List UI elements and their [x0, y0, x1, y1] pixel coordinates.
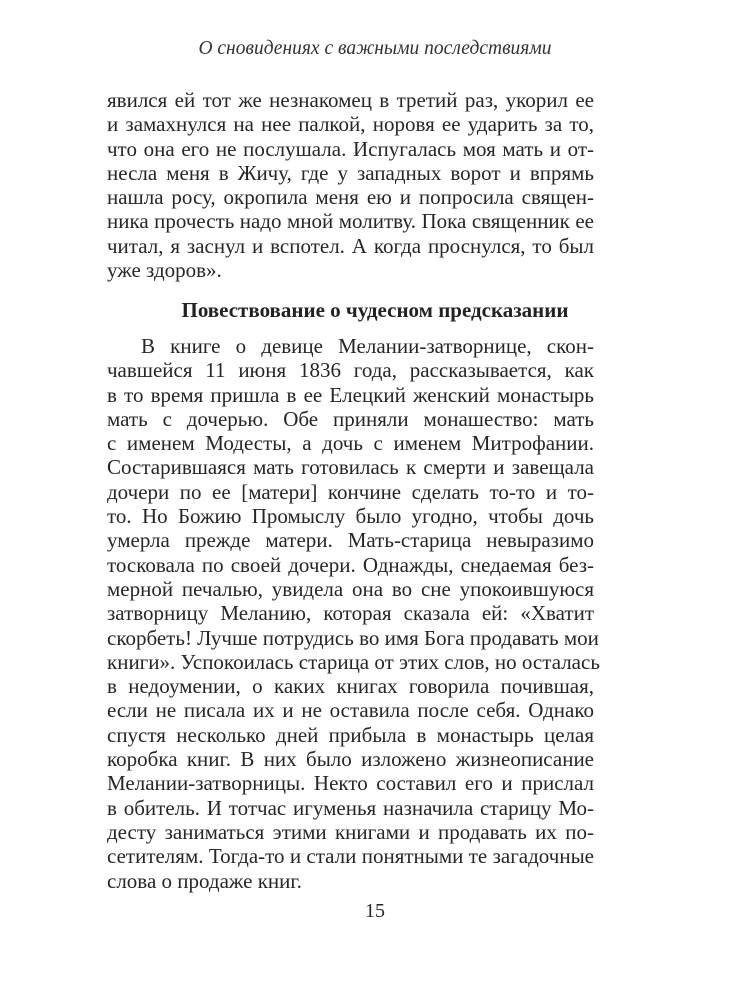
text-line: ника прочесть надо мной молитву. Пока священник ее: [107, 209, 594, 234]
section-heading: Повествование о чудесном предсказании: [181, 298, 569, 322]
text-line: мать с дочерью. Обе приняли монашество: мать: [107, 406, 594, 431]
text-line: скорбеть! Лучше потрудись во имя Бога продавать мои: [107, 625, 599, 650]
text-line: мерной печалью, увидела она во сне упокоившуюся: [107, 576, 594, 601]
text-line: нашла росу, окропила меня ею и попросила священ-: [107, 185, 594, 210]
text-line: умерла прежде матери. Мать-старица невыразимо: [107, 528, 594, 553]
text-line: если не писала их и не оставила после себя. Однако: [107, 698, 594, 723]
text-line: спустя несколько дней прибыла в монастырь целая: [107, 722, 594, 747]
text-line: В книге о девице Мелании-затворнице, скон-: [141, 334, 594, 358]
text-line: то. Но Божию Промыслу было угодно, чтобы дочь: [107, 504, 594, 529]
text-line: что она его не послушала. Испугалась моя мать и от-: [107, 136, 594, 161]
text-line: книги». Успокоилась старица от этих слов, но осталась: [107, 649, 600, 674]
text-line: несла меня в Жичу, где у западных ворот и впрямь: [107, 160, 594, 185]
paragraph-continuation: [107, 88, 594, 282]
text-line: затворницу Меланию, которая сказала ей: «Хватит: [107, 601, 594, 626]
text-line: десту заниматься этими книгами и продавать их по-: [107, 819, 594, 844]
text-line: коробка книг. В них было изложено жизнеописание: [107, 747, 594, 772]
text-line: с именем Модесты, а дочь с именем Митрофании.: [107, 431, 594, 456]
text-line: читал, я заснул и вспотел. А когда проснулся, то был: [107, 233, 594, 258]
text-line: Состарившаяся мать готовилась к смерти и завещала: [107, 455, 594, 480]
text-line: в недоумении, о каких книгах говорила почившая,: [107, 674, 594, 699]
paragraph-main: [107, 334, 600, 893]
text-line: дочери по ее [матери] кончине сделать то-то и то-: [107, 479, 594, 504]
text-line: уже здоров».: [107, 258, 222, 283]
text-line: в то время пришла в ее Елецкий женский монастырь: [107, 382, 594, 407]
text-line: сетителям. Тогда-то и стали понятными те загадочные: [107, 844, 594, 869]
text-line: Мелании-затворницы. Некто составил его и прислал: [107, 771, 594, 796]
page-number: 15: [365, 900, 385, 922]
text-line: явился ей тот же незнакомец в третий раз, укорил ее: [107, 88, 594, 112]
text-line: тосковала по своей дочери. Однажды, снедаемая без-: [107, 552, 594, 577]
text-line: чавшейся 11 июня 1836 года, рассказывается, как: [107, 358, 594, 383]
text-line: слова о продаже книг.: [107, 868, 302, 893]
text-line: в обитель. И тотчас игуменья назначила старицу Мо-: [107, 795, 594, 820]
text-line: и замахнулся на нее палкой, норовя ее ударить за то,: [107, 112, 594, 137]
running-head: О сновидениях с важными последствиями: [198, 38, 552, 59]
